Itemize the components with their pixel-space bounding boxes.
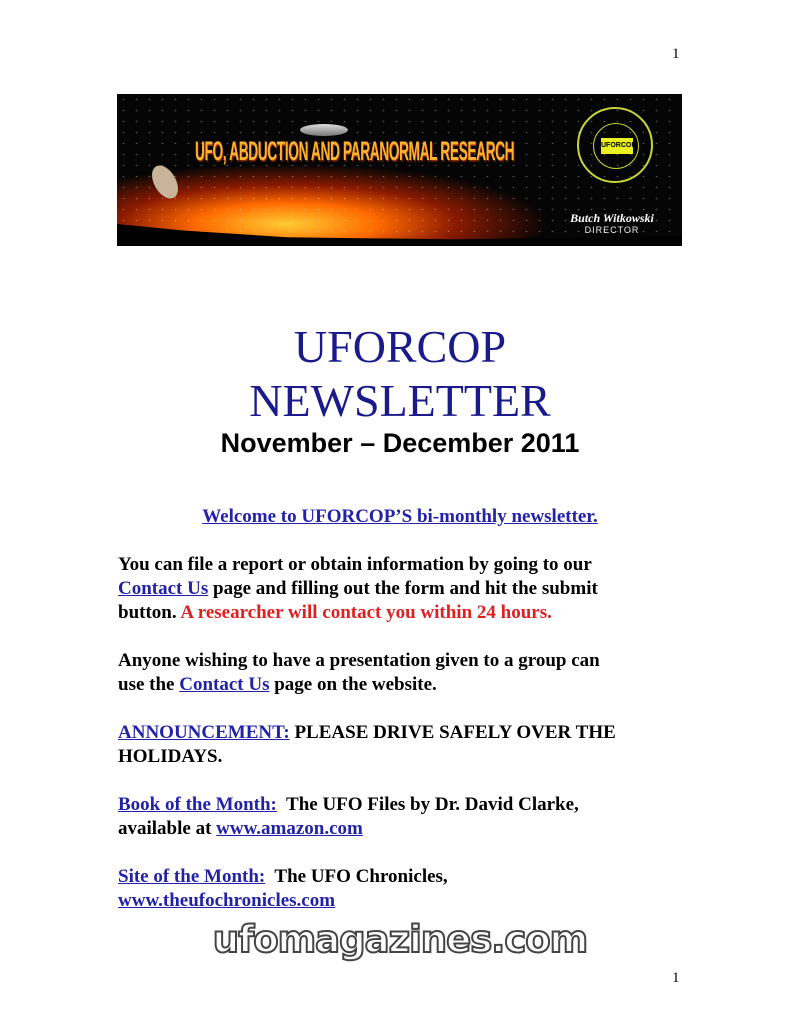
response-time-note: A researcher will contact you within 24 hours. xyxy=(180,602,552,623)
book-of-month-label[interactable]: Book of the Month: xyxy=(118,794,277,815)
announcement-text-2: HOLIDAYS. xyxy=(118,746,223,767)
newsletter-date: November – December 2011 xyxy=(220,428,580,458)
book-available: available at xyxy=(118,818,217,839)
p2-text: use the xyxy=(118,674,180,695)
announcement-label[interactable]: ANNOUNCEMENT: xyxy=(118,722,290,743)
title-uforcop: UFORCOP xyxy=(293,321,507,372)
p2-line1: Anyone wishing to have a presentation given to a group can xyxy=(118,650,600,671)
flying-saucer-icon xyxy=(300,124,348,136)
amazon-link[interactable]: www.amazon.com xyxy=(216,818,363,839)
p2-text-end: page on the website. xyxy=(269,674,437,695)
announcement-text: PLEASE DRIVE SAFELY OVER THE xyxy=(289,722,616,743)
title-newsletter: NEWSLETTER xyxy=(249,375,551,426)
watermark: ufomagazines.com xyxy=(212,918,588,961)
p1-line1: You can file a report or obtain information by going to our xyxy=(118,554,592,575)
header-banner xyxy=(117,94,682,246)
page-number-bottom: 1 xyxy=(672,970,680,986)
site-text: The UFO Chronicles, xyxy=(265,866,448,887)
banner-title: UFO, ABDUCTION AND PARANORMAL RESEARCH xyxy=(195,137,515,167)
site-of-month-label[interactable]: Site of the Month: xyxy=(118,866,266,887)
page-number-top: 1 xyxy=(672,46,680,62)
seal-badge: UFORCOP xyxy=(601,138,633,154)
p1-line2: page and filling out the form and hit the submit xyxy=(208,578,598,599)
director-label: DIRECTOR xyxy=(584,225,640,235)
p1-line3: button. xyxy=(118,602,181,623)
uforcop-seal-logo xyxy=(577,107,653,183)
contact-us-link-2[interactable]: Contact Us xyxy=(179,674,270,695)
contact-us-link[interactable]: Contact Us xyxy=(118,578,209,599)
ufo-chronicles-link[interactable]: www.theufochronicles.com xyxy=(118,890,336,911)
director-signature: Butch Witkowski xyxy=(570,211,654,225)
welcome-link[interactable]: Welcome to UFORCOP’S bi-monthly newsletter. xyxy=(202,506,598,527)
book-text: The UFO Files by Dr. David Clarke, xyxy=(276,794,579,815)
